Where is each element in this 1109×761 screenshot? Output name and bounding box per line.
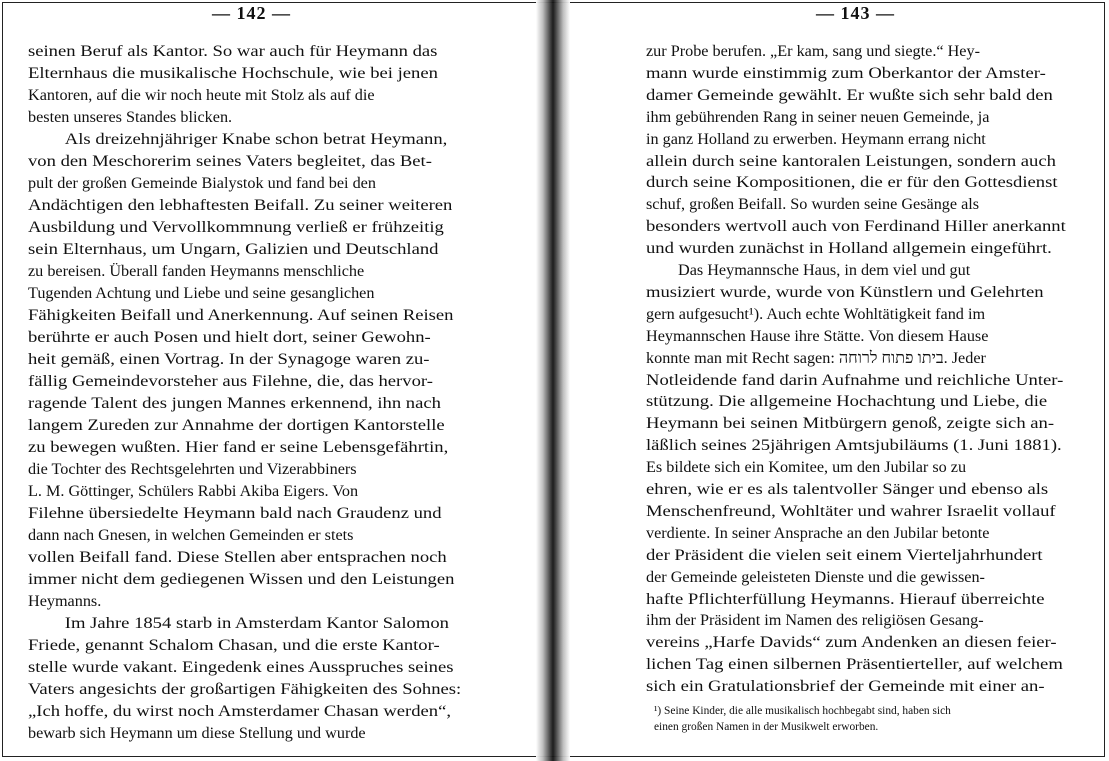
- page-number-left: — 142 —: [212, 3, 291, 23]
- text-line: zur Probe berufen. „Er kam, sang und siegte.“ Hey-: [646, 42, 980, 60]
- text-line: gern aufgesucht¹). Auch echte Wohltätigkeit fand im: [646, 304, 986, 323]
- text-line: Das Heymannsche Haus, in dem viel und gut: [678, 261, 971, 279]
- text-line: zu bewegen wußten. Hier fand er seine Lebensgefährtin,: [28, 438, 449, 456]
- text-line: Im Jahre 1854 starb in Amsterdam Kantor Salomon: [64, 614, 449, 632]
- page-number-right: — 143 —: [816, 3, 895, 23]
- text-line: ihm gebührenden Rang in seiner neuen Gemeinde, ja: [646, 107, 990, 126]
- text-line: hafte Pflichterfüllung Heymanns. Hierauf überreichte: [646, 589, 1045, 608]
- text-line: Menschenfreund, Wohltäter und wahrer Israelit vollauf: [646, 501, 1056, 520]
- text-line: schuf, großen Beifall. So wurden seine Gesänge als: [646, 195, 980, 214]
- text-line: immer nicht dem gediegenen Wissen und den Leistungen: [28, 570, 455, 588]
- text-line: mann wurde einstimmig zum Oberkantor der Amster-: [646, 63, 1046, 82]
- text-line: besonders wertvoll auch von Ferdinand Hiller anerkannt: [646, 217, 1066, 236]
- text-line: Ausbildung und Vervollkommnung verließ er frühzeitig: [28, 218, 444, 236]
- text-line: ragende Talent des jungen Mannes erkennend, ihn nach: [28, 394, 441, 412]
- text-line: Elternhaus die musikalische Hochschule, wie bei jenen: [28, 64, 438, 82]
- text-line: Heymann bei seinen Mitbürgern genoß, zeigte sich an-: [646, 414, 1055, 433]
- footnote-line: ¹) Seine Kinder, die alle musikalisch hochbegabt sind, haben sich: [654, 705, 951, 717]
- text-line: zu bereisen. Überall fanden Heymanns menschliche: [28, 262, 365, 280]
- text-line: dann nach Gnesen, in welchen Gemeinden er stets: [28, 526, 354, 544]
- text-line: stelle wurde vakant. Eingedenk eines Ausspruches seines: [28, 658, 454, 676]
- text-line: „Ich hoffe, du wirst noch Amsterdamer Chasan werden“,: [28, 702, 452, 720]
- text-line: Kantoren, auf die wir noch heute mit Stolz als auf die: [28, 86, 375, 104]
- text-line: Filehne übersiedelte Heymann bald nach Graudenz und: [28, 504, 442, 522]
- text-line: konnte man mit Recht sagen: ביתו פתוח לרוחה. Jeder: [646, 348, 986, 367]
- text-line: Es bildete sich ein Komitee, um den Jubilar so zu: [646, 458, 967, 477]
- text-line: ihm der Präsident im Namen des religiösen Gesang-: [646, 611, 984, 630]
- text-line: der Präsident die vielen seit einem Vierteljahrhundert: [646, 545, 1043, 564]
- text-line: allein durch seine kantoralen Leistungen, sondern auch: [646, 151, 1056, 170]
- text-line: berührte er auch Posen und hielt dort, seiner Gewohn-: [28, 328, 431, 346]
- text-line: pult der großen Gemeinde Bialystok und fand bei den: [28, 174, 376, 192]
- text-line: Heymannschen Hause ihre Stätte. Von diesem Hause: [646, 326, 989, 345]
- text-line: lichen Tag einen silbernen Präsentierteller, auf welchem: [646, 655, 1063, 674]
- text-line: vollen Beifall fand. Diese Stellen aber entsprachen noch: [28, 548, 447, 566]
- left-page: [0, 0, 548, 761]
- text-line: verdiente. In seiner Ansprache an den Jubilar betonte: [646, 523, 990, 542]
- text-line: Fähigkeiten Beifall und Anerkennung. Auf seinen Reisen: [28, 306, 454, 324]
- text-line: sich ein Gratulationsbrief der Gemeinde mit einer an-: [646, 677, 1045, 696]
- text-line: Heymanns.: [28, 592, 102, 610]
- text-line: musiziert wurde, wurde von Künstlern und Gelehrten: [646, 282, 1044, 301]
- text-line: der Gemeinde geleisteten Dienste und die gewissen-: [646, 567, 985, 586]
- text-line: bewarb sich Heymann um diese Stellung und wurde: [28, 724, 366, 742]
- text-line: heit gemäß, einen Vortrag. In der Synagoge waren zu-: [28, 350, 430, 368]
- text-line: von den Meschorerim seines Vaters begleitet, das Bet-: [28, 152, 432, 170]
- text-line: Notleidende fand darin Aufnahme und reichliche Unter-: [646, 370, 1064, 389]
- text-line: sein Elternhaus, um Ungarn, Galizien und Deutschland: [28, 240, 439, 258]
- text-line: die Tochter des Rechtsgelehrten und Vizerabbiners: [28, 460, 357, 478]
- text-line: fällig Gemeindevorsteher aus Filehne, die, das hervor-: [28, 372, 433, 390]
- text-line: Vaters angesichts der großartigen Fähigkeiten des Sohnes:: [28, 680, 462, 698]
- text-line: in ganz Holland zu erwerben. Heymann errang nicht: [646, 129, 986, 148]
- text-line: langem Zureden zur Annahme der dortigen Kantorstelle: [28, 416, 445, 434]
- text-line: Tugenden Achtung und Liebe und seine gesanglichen: [28, 284, 375, 302]
- text-line: läßlich seines 25jährigen Amtsjubiläums (1. Juni 1881).: [646, 436, 1062, 455]
- text-line: vereins „Harfe Davids“ zum Andenken an diesen feier-: [646, 633, 1057, 652]
- footnote-line: einen großen Namen in der Musikwelt erworben.: [654, 721, 879, 733]
- text-line: Friede, genannt Schalom Chasan, und die erste Kantor-: [28, 636, 440, 654]
- footnote: [654, 703, 951, 735]
- text-line: stützung. Die allgemeine Hochachtung und Liebe, die: [646, 392, 1048, 411]
- text-line: damer Gemeinde gewählt. Er wußte sich sehr bald den: [646, 85, 1053, 104]
- text-line: ehren, wie er es als talentvoller Sänger und ebenso als: [646, 480, 1049, 498]
- text-line: seinen Beruf als Kantor. So war auch für Heymann das: [28, 42, 438, 60]
- text-line: Andächtigen den lebhaftesten Beifall. Zu seiner weiteren: [28, 196, 453, 214]
- text-line: und wurden zunächst in Holland allgemein eingeführt.: [646, 239, 1052, 258]
- text-line: durch seine Kompositionen, die er für den Gottesdienst: [646, 173, 1058, 192]
- text-line: Als dreizehnjähriger Knabe schon betrat Heymann,: [64, 130, 448, 148]
- right-page: [558, 0, 1109, 761]
- text-line: L. M. Göttinger, Schülers Rabbi Akiba Eigers. Von: [28, 482, 359, 500]
- text-line: besten unseres Standes blicken.: [28, 108, 233, 126]
